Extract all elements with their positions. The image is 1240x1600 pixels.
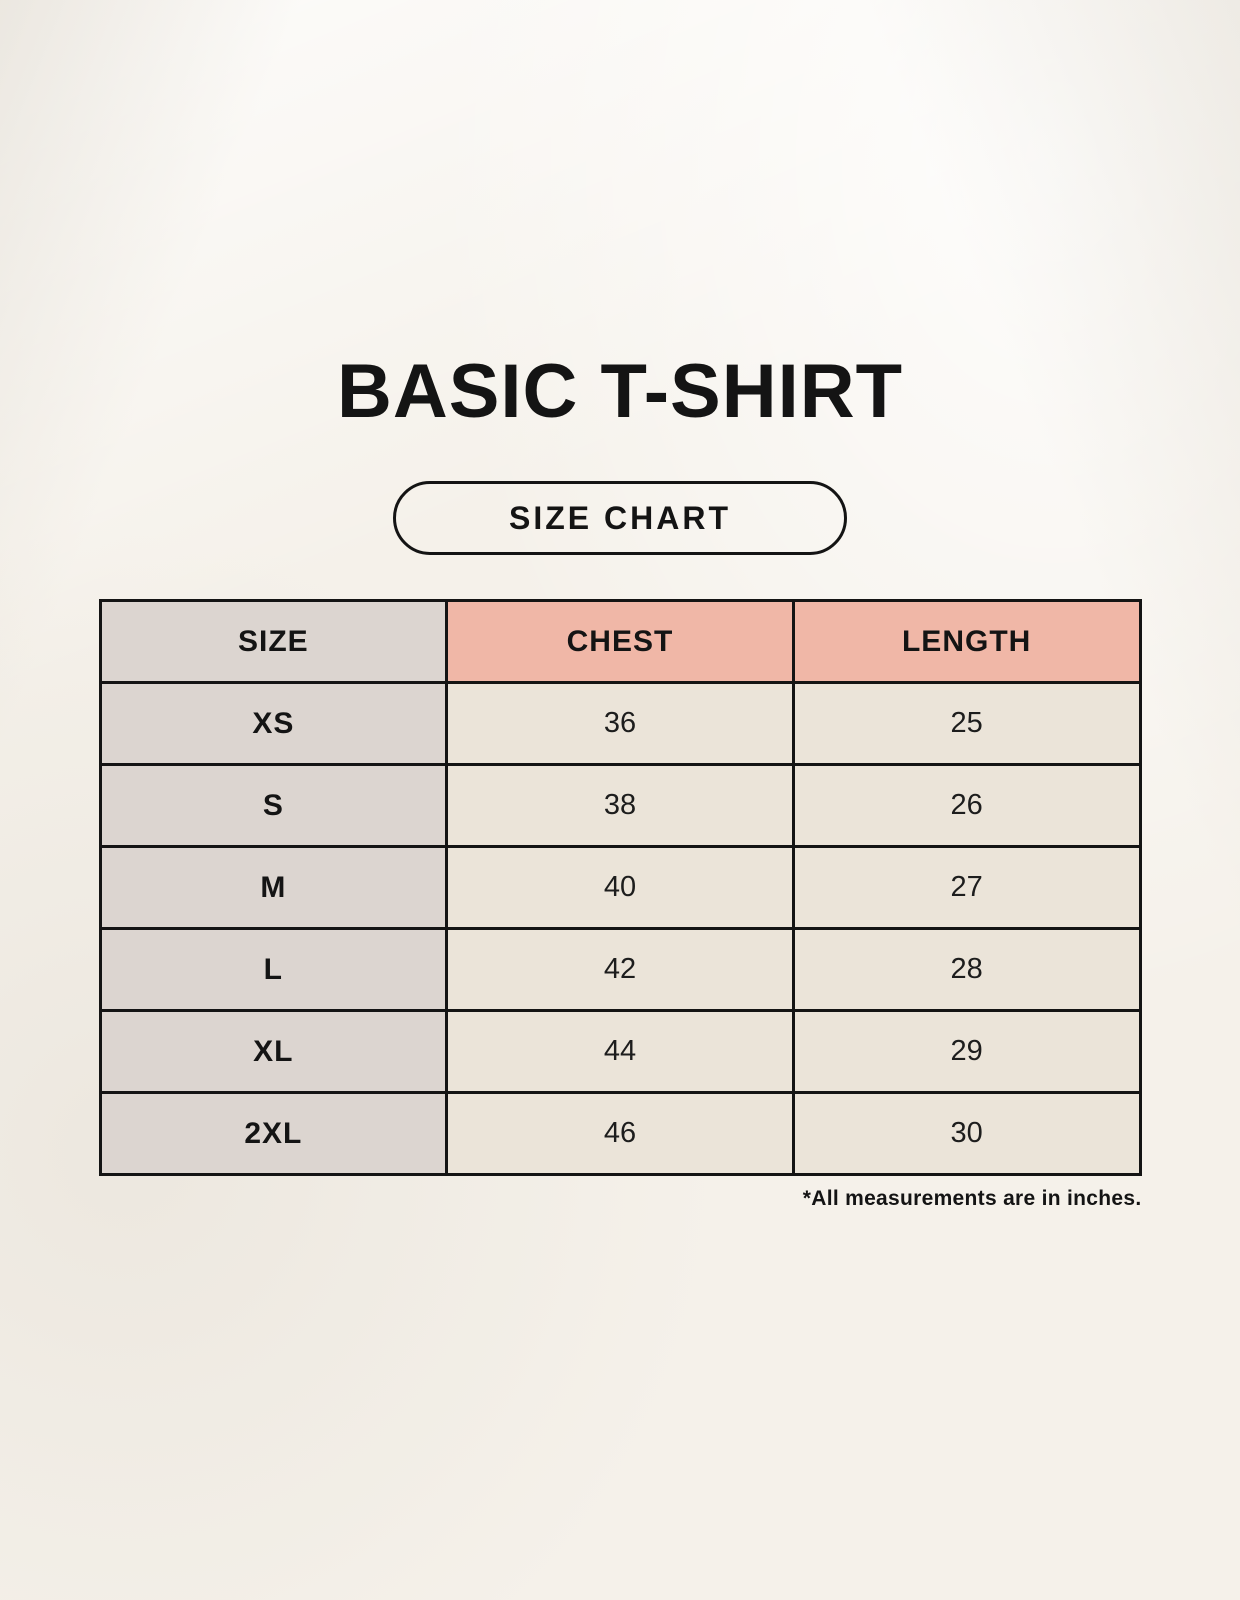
table-header-row: [100, 601, 1140, 683]
column-header-length: LENGTH: [793, 601, 1140, 683]
table-row: [100, 1093, 1140, 1175]
table-body: [100, 683, 1140, 1175]
size-cell: XL: [100, 1011, 447, 1093]
chest-cell: 44: [447, 1011, 794, 1093]
chest-cell: 40: [447, 847, 794, 929]
size-cell: S: [100, 765, 447, 847]
length-cell: 29: [793, 1011, 1140, 1093]
table-row: [100, 765, 1140, 847]
measurements-footnote: *All measurements are in inches.: [802, 1187, 1142, 1211]
table-row: [100, 683, 1140, 765]
chest-cell: 38: [447, 765, 794, 847]
length-cell: 25: [793, 683, 1140, 765]
chest-cell: 42: [447, 929, 794, 1011]
size-chart-table: [99, 599, 1142, 1176]
chest-cell: 46: [447, 1093, 794, 1175]
table-row: [100, 1011, 1140, 1093]
length-cell: 30: [793, 1093, 1140, 1175]
size-cell: L: [100, 929, 447, 1011]
length-cell: 26: [793, 765, 1140, 847]
column-header-size: SIZE: [100, 601, 447, 683]
size-cell: XS: [100, 683, 447, 765]
size-cell: 2XL: [100, 1093, 447, 1175]
column-header-chest: CHEST: [447, 601, 794, 683]
size-chart-page: [99, 0, 1142, 1211]
chest-cell: 36: [447, 683, 794, 765]
length-cell: 28: [793, 929, 1140, 1011]
size-chart-button[interactable]: SIZE CHART: [393, 481, 847, 555]
table-row: [100, 929, 1140, 1011]
size-cell: M: [100, 847, 447, 929]
length-cell: 27: [793, 847, 1140, 929]
table-header: [100, 601, 1140, 683]
table-row: [100, 847, 1140, 929]
page-title: BASIC T-SHIRT: [336, 349, 904, 434]
